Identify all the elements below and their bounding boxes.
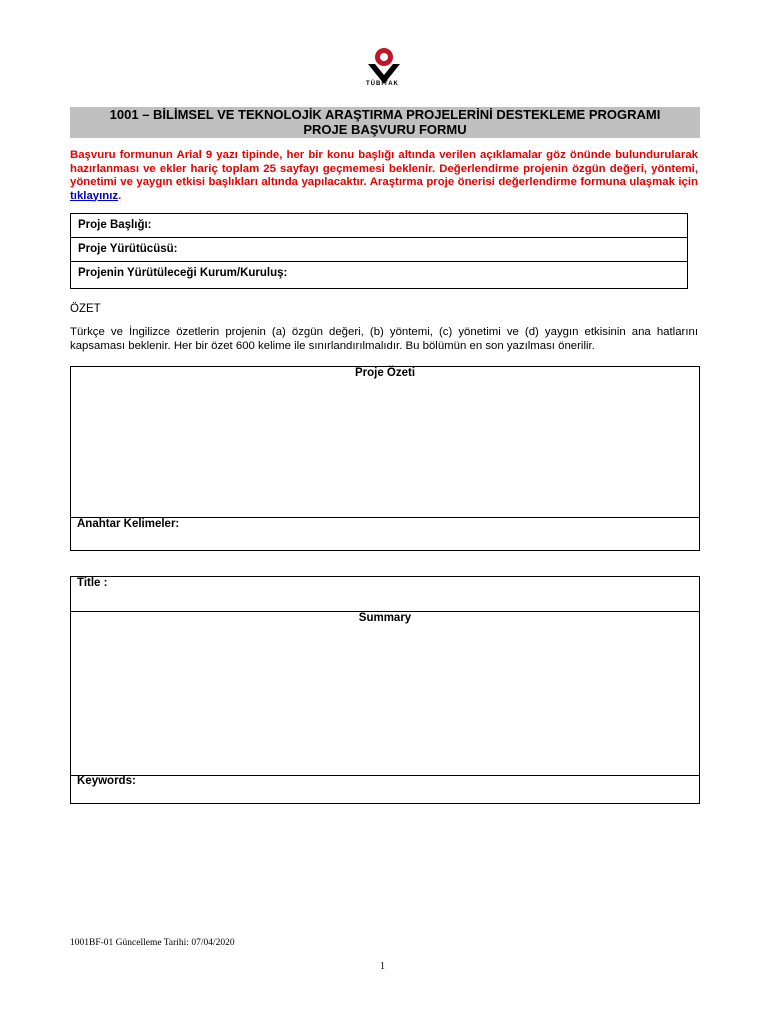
turkish-summary-box	[70, 366, 700, 551]
turkish-summary-area[interactable]	[71, 383, 699, 517]
project-title-field[interactable]: Proje Başlığı:	[71, 214, 687, 238]
english-keywords-label[interactable]: Keywords:	[77, 775, 136, 787]
english-summary-box	[70, 576, 700, 804]
turkish-summary-heading: Proje Özeti	[354, 367, 416, 379]
evaluation-form-link[interactable]: tıklayınız	[70, 189, 119, 202]
instructions-notice	[70, 149, 698, 203]
institution-field[interactable]: Projenin Yürütüleceği Kurum/Kuruluş:	[78, 267, 288, 279]
logo-text: TÜBİTAK	[366, 81, 399, 87]
ozet-description: Türkçe ve İngilizce özetlerin projenin (a) özgün değeri, (b) yöntemi, (c) yönetimi ve (d) yaygın etkisinin ana hatlarını kapsaması beklenir. Her bir özet 600 kelime ile sınırlandırılmalıdır. Bu bölümün en son yazılması önerilir.	[70, 326, 698, 352]
page-number: 1	[380, 961, 385, 972]
project-lead-field[interactable]: Proje Yürütücüsü:	[71, 238, 687, 262]
form-title: 1001 – BİLİMSEL VE TEKNOLOJİK ARAŞTIRMA PROJELERİNİ DESTEKLEME PROGRAMI	[109, 107, 661, 122]
form-title-band	[70, 107, 700, 138]
english-summary-area[interactable]	[71, 627, 699, 774]
english-summary-heading: Summary	[358, 612, 412, 624]
divider	[71, 775, 699, 776]
form-subtitle: PROJE BAŞVURU FORMU	[303, 122, 467, 137]
project-info-table	[70, 213, 688, 289]
turkish-keywords-label[interactable]: Anahtar Kelimeler:	[77, 518, 180, 530]
notice-text: Başvuru formunun Arial 9 yazı tipinde, her bir konu başlığı altında verilen açıklamalar göz önünde bulundurularak hazırlanması ve ekler hariç toplam 25 sayfayı geçmemesi beklenir. Değerlendirme projenin özgün değeri, yöntemi, yönetimi ve yaygın etkisi başlıkları altında yapılacaktır. Araştırma proje önerisi değerlendirme formuna ulaşmak için	[70, 149, 698, 188]
ozet-heading: ÖZET	[70, 303, 101, 315]
english-title-label[interactable]: Title :	[77, 577, 108, 589]
notice-end: .	[118, 189, 122, 202]
footer-form-code: 1001BF-01 Güncelleme Tarihi: 07/04/2020	[70, 938, 235, 948]
